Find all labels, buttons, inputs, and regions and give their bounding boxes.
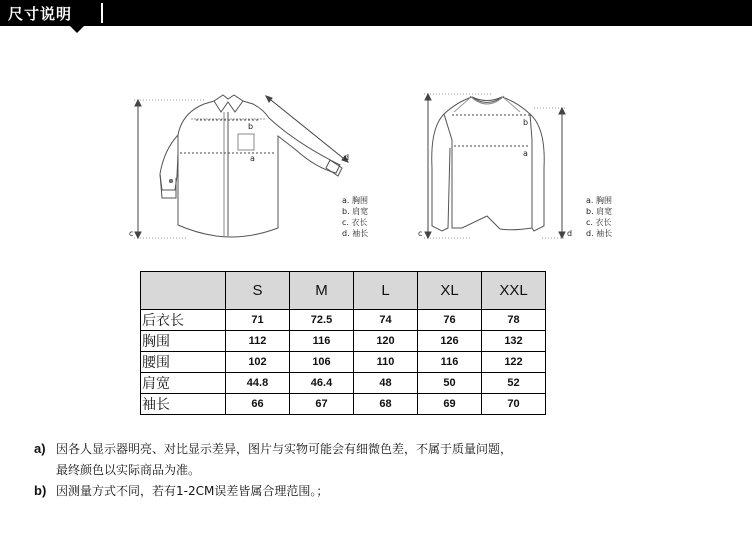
header-title-box (0, 0, 102, 26)
note-a (34, 440, 512, 457)
sweater-label-b: b (523, 118, 529, 127)
note-b (34, 482, 328, 499)
shirt-label-a: a (250, 154, 255, 163)
shirt-label-b: b (248, 122, 254, 131)
table-cell: 78 (482, 310, 546, 331)
header-bar (0, 0, 752, 26)
table-row (141, 394, 546, 415)
table-row (141, 310, 546, 331)
header-notch (70, 26, 84, 33)
table-cell: 116 (418, 352, 482, 373)
table-cell: 69 (418, 394, 482, 415)
size-header-row (141, 272, 546, 310)
legend-item: b. 肩宽 (586, 207, 613, 216)
size-header: M (290, 272, 354, 310)
size-header: L (354, 272, 418, 310)
table-cell: 126 (418, 331, 482, 352)
legend-item: d. 袖长 (342, 229, 369, 238)
size-header: S (226, 272, 290, 310)
legend-item: d. 袖长 (586, 229, 613, 238)
table-cell: 44.8 (226, 373, 290, 394)
page-title: 尺寸说明 (8, 5, 73, 23)
size-table (140, 271, 546, 415)
header-divider (101, 3, 103, 23)
table-row (141, 352, 546, 373)
table-cell: 102 (226, 352, 290, 373)
note-text: 因测量方式不同，若有1-2CM误差皆属合理范围。； (56, 484, 329, 498)
legend-item: c. 衣长 (342, 218, 368, 227)
sweater-label-a: a (523, 149, 528, 158)
row-label: 肩宽 (141, 373, 226, 394)
shirt-label-c: c (129, 229, 134, 238)
table-cell: 74 (354, 310, 418, 331)
shirt-label-d: d (344, 153, 350, 162)
table-cell: 122 (482, 352, 546, 373)
table-cell: 106 (290, 352, 354, 373)
table-cell: 120 (354, 331, 418, 352)
table-row (141, 331, 546, 352)
row-label: 胸围 (141, 331, 226, 352)
size-header: XXL (482, 272, 546, 310)
table-cell: 72.5 (290, 310, 354, 331)
note-marker: a) (34, 441, 46, 456)
table-cell: 71 (226, 310, 290, 331)
table-cell: 110 (354, 352, 418, 373)
legend-item: c. 衣长 (586, 218, 612, 227)
shirt-legend (342, 195, 368, 239)
row-label: 后衣长 (141, 310, 226, 331)
note-marker: b) (34, 483, 47, 498)
row-label: 袖长 (141, 394, 226, 415)
table-cell: 52 (482, 373, 546, 394)
size-header: XL (418, 272, 482, 310)
table-cell: 50 (418, 373, 482, 394)
note-text: 最终颜色以实际商品为准。 (56, 463, 201, 477)
sweater-label-c: c (418, 229, 423, 238)
legend-item: a. 胸围 (342, 196, 368, 205)
table-cell: 46.4 (290, 373, 354, 394)
table-cell: 66 (226, 394, 290, 415)
table-cell: 68 (354, 394, 418, 415)
row-label: 腰围 (141, 352, 226, 373)
legend-item: b. 肩宽 (342, 207, 369, 216)
table-row (141, 373, 546, 394)
table-cell: 132 (482, 331, 546, 352)
table-cell: 76 (418, 310, 482, 331)
table-cell: 70 (482, 394, 546, 415)
table-cell: 116 (290, 331, 354, 352)
note-a-continued (34, 461, 200, 478)
table-cell: 48 (354, 373, 418, 394)
sweater-legend (586, 195, 612, 239)
table-corner-cell (141, 272, 226, 310)
table-cell: 67 (290, 394, 354, 415)
sweater-label-d: d (567, 229, 573, 238)
note-text: 因各人显示器明亮、对比显示差异，图片与实物可能会有细微色差，不属于质量问题， (56, 442, 513, 456)
legend-item: a. 胸围 (586, 196, 612, 205)
table-cell: 112 (226, 331, 290, 352)
sweater-diagram (412, 88, 582, 248)
shirt-diagram (126, 88, 356, 248)
